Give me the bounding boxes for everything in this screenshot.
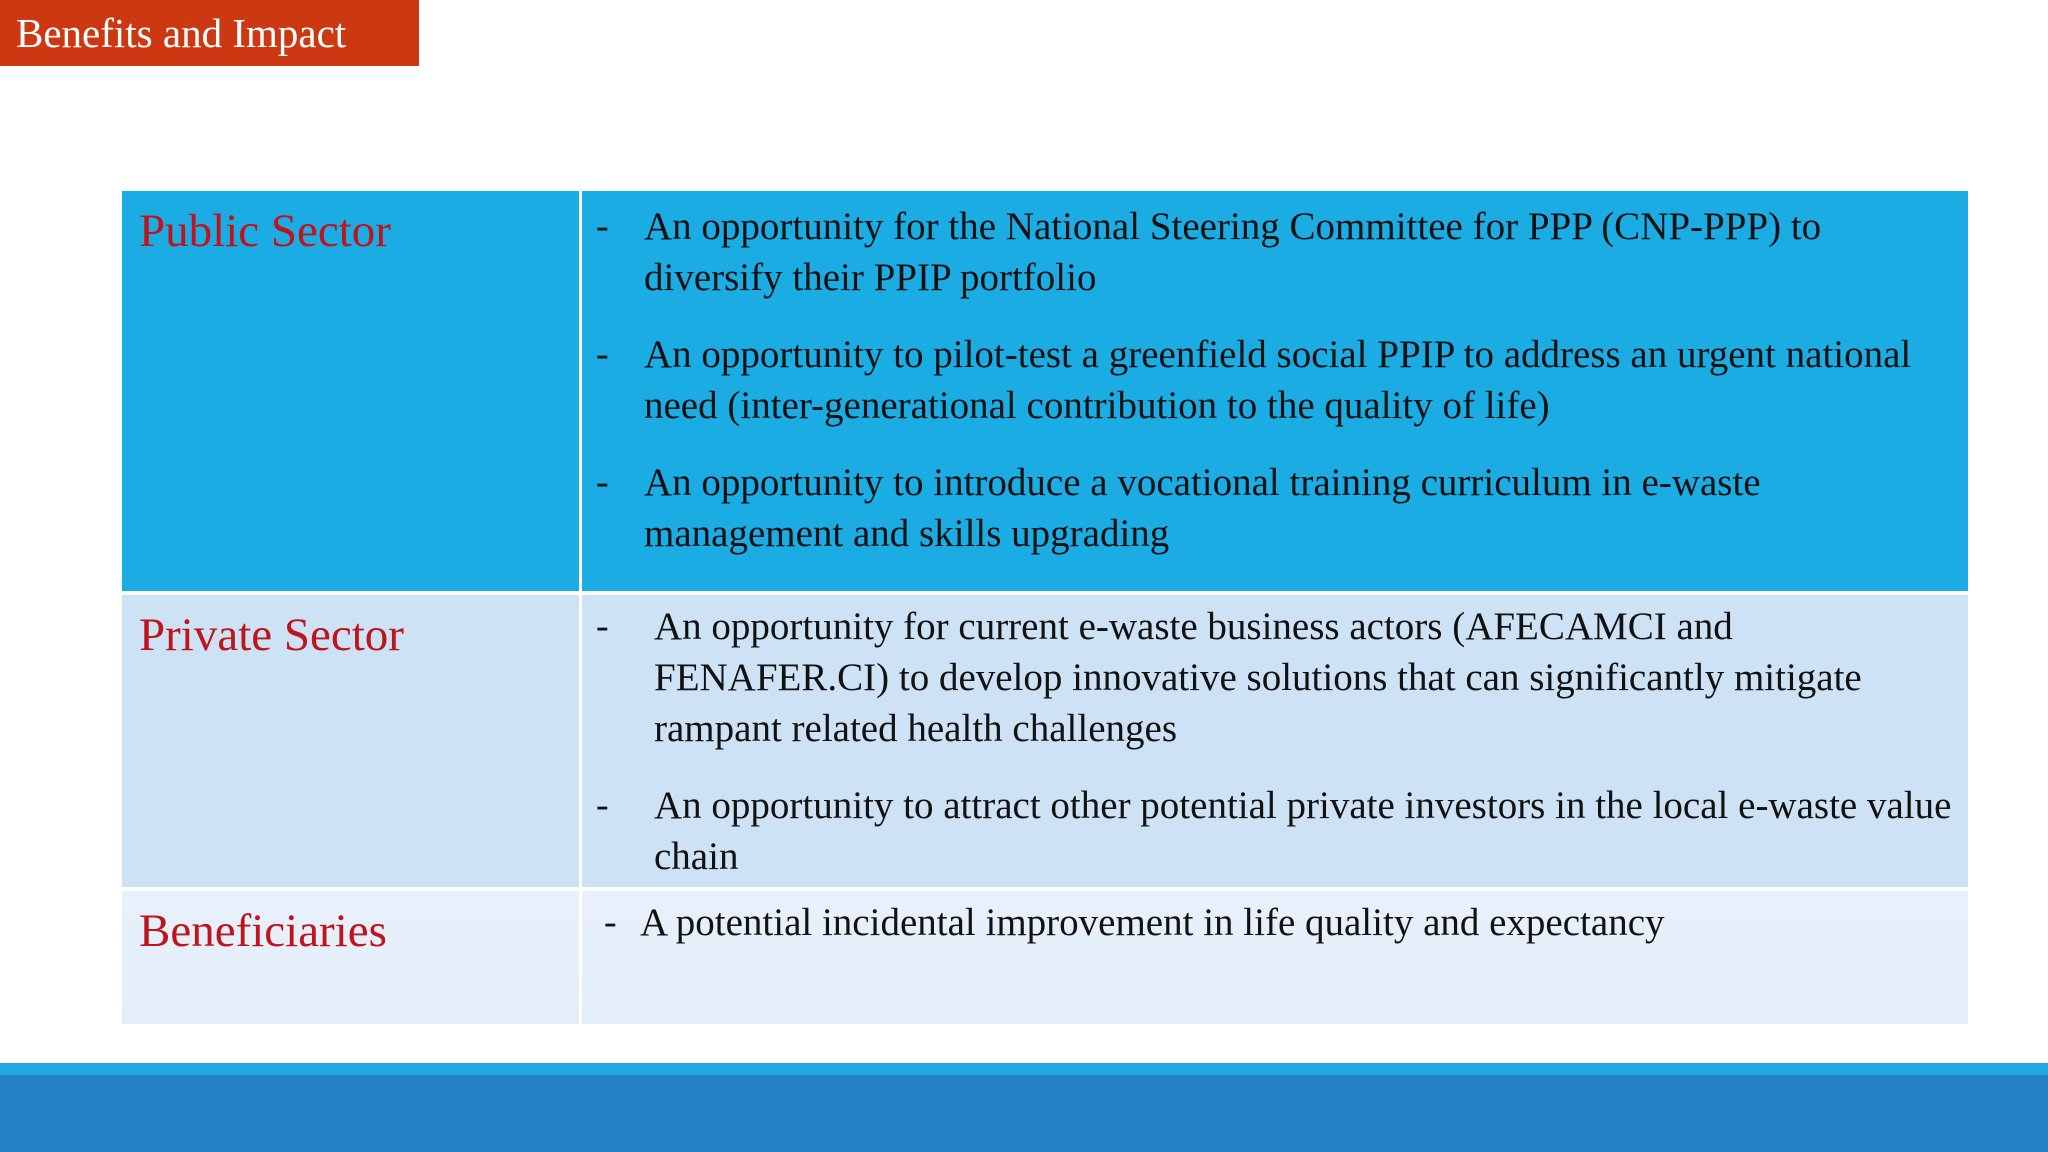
list-item — [582, 601, 1968, 754]
row-label-cell — [122, 891, 579, 1024]
list-item — [582, 457, 1968, 559]
row-label-cell — [122, 595, 579, 887]
table-row-public-sector — [122, 191, 1968, 591]
list-item — [582, 201, 1968, 303]
bullet-text: An opportunity to pilot-test a greenfield social PPIP to address an urgent national need (inter-generational contribution to the quality of life) — [644, 333, 1912, 427]
row-content-beneficiaries — [582, 891, 1968, 1024]
table-row-beneficiaries — [122, 891, 1968, 1024]
bullet-text: An opportunity to introduce a vocational training curriculum in e-waste management and skills upgrading — [644, 461, 1761, 555]
list-item — [582, 329, 1968, 431]
row-content-public-sector — [582, 191, 1968, 591]
table-row-private-sector — [122, 595, 1968, 887]
row-label-cell — [122, 191, 579, 591]
bullet-dash: - — [596, 461, 609, 503]
row-label-private-sector: Private Sector — [139, 609, 404, 661]
bullet-text: A potential incidental improvement in life quality and expectancy — [640, 901, 1665, 944]
bullet-text: An opportunity for the National Steering Committee for PPP (CNP-PPP) to diversify their PPIP portfolio — [644, 205, 1822, 299]
list-item — [582, 780, 1968, 882]
bullet-dash: - — [596, 333, 609, 375]
footer-accent-stripe — [0, 1063, 2048, 1075]
bullet-dash: - — [604, 901, 617, 943]
bullet-text: An opportunity for current e-waste business actors (AFECAMCI and FENAFER.CI) to develop innovative solutions that can significantly mitigate rampant related health challenges — [654, 605, 1862, 750]
list-item — [582, 897, 1968, 948]
slide-title: Benefits and Impact — [0, 0, 419, 66]
row-content-private-sector — [582, 595, 1968, 887]
bullet-dash: - — [596, 205, 609, 247]
bullet-dash: - — [596, 784, 609, 826]
footer-bar — [0, 1075, 2048, 1152]
row-label-beneficiaries: Beneficiaries — [139, 905, 387, 957]
row-label-public-sector: Public Sector — [139, 205, 391, 257]
bullet-text: An opportunity to attract other potential private investors in the local e-waste value chain — [654, 784, 1952, 878]
bullet-dash: - — [596, 605, 609, 647]
